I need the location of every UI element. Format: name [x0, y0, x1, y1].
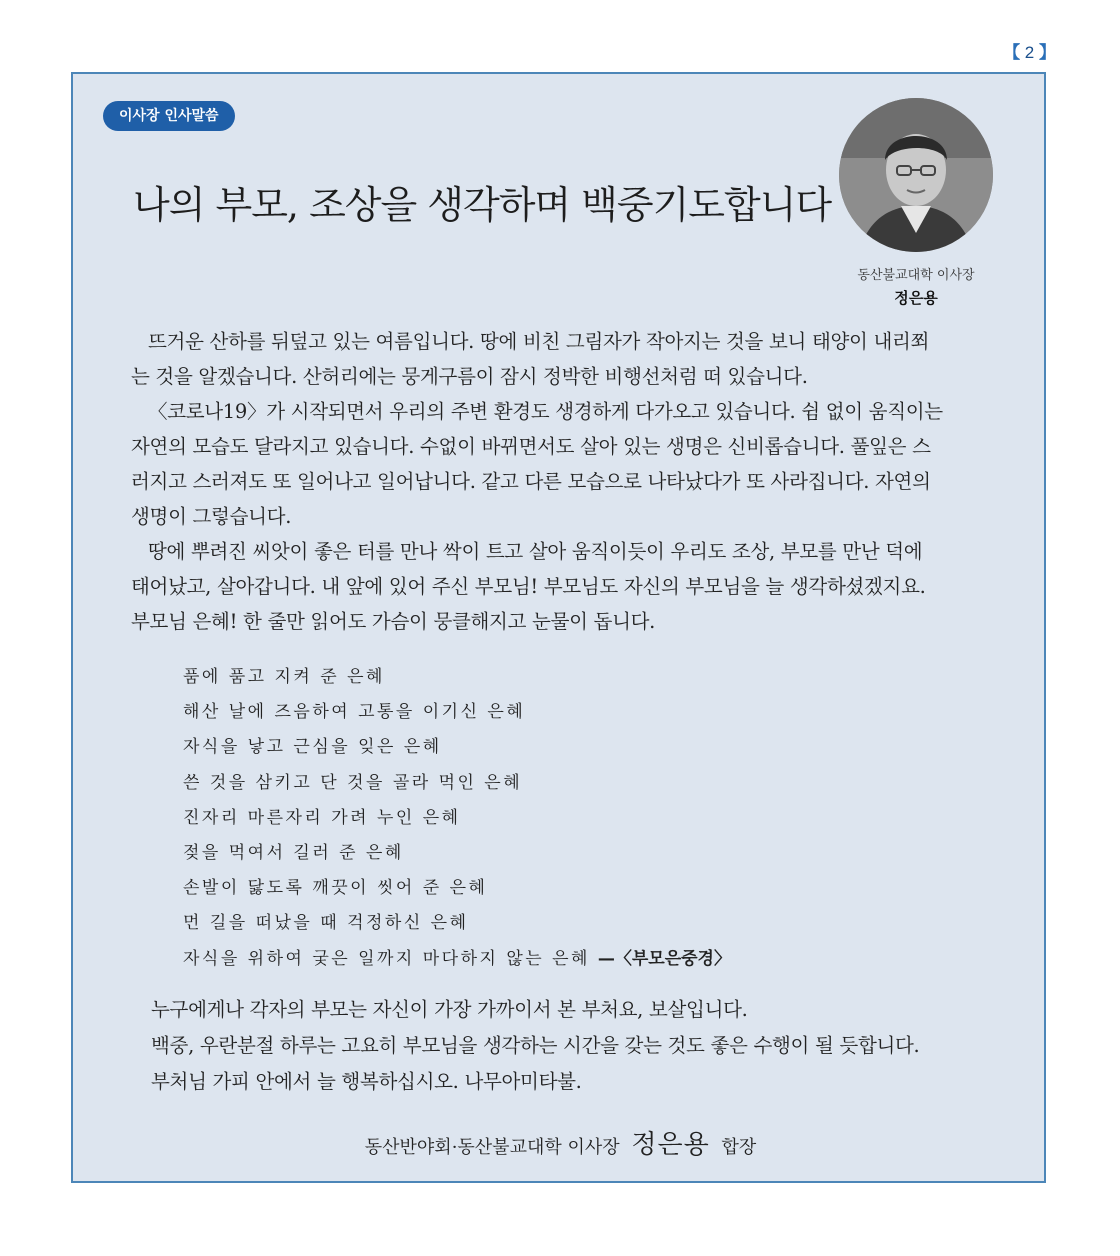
- portrait-illustration: [839, 98, 993, 252]
- body-line: 생명이 그렇습니다.: [131, 505, 292, 528]
- article-frame: [71, 72, 1046, 1183]
- closing-line: 부처님 가피 안에서 늘 행복하십시오. 나무아미타불.: [151, 1070, 582, 1093]
- page-number-value: 2: [1024, 43, 1035, 62]
- section-badge: 이사장 인사말씀: [103, 101, 235, 131]
- poem-line: 품에 품고 지켜 준 은혜: [183, 667, 385, 687]
- poem-line: 젖을 먹여서 길러 준 은혜: [183, 843, 404, 864]
- poem-line: 쓴 것을 삼키고 단 것을 골라 먹인 은혜: [183, 772, 523, 793]
- body-line: 는 것을 알겠습니다. 산허리에는 뭉게구름이 잠시 정박한 비행선처럼 떠 있습니다.: [131, 365, 808, 388]
- page-bracket-open: 【: [1003, 43, 1021, 62]
- author-name: 정은용: [894, 289, 938, 307]
- body-line: 땅에 뿌려진 씨앗이 좋은 터를 만나 싹이 트고 살아 움직이듯이 우리도 조상, 부모를 만난 덕에: [148, 540, 923, 563]
- signature-name: 정은용: [631, 1130, 710, 1160]
- page-bracket-close: 】: [1039, 43, 1056, 62]
- body-line: 〈코로나19〉가 시작되면서 우리의 주변 환경도 생경하게 다가오고 있습니다. 쉼 없이 움직이는: [148, 400, 943, 423]
- body-line: 부모님 은혜! 한 줄만 읽어도 가슴이 뭉클해지고 눈물이 돕니다.: [131, 610, 656, 633]
- poem-line: 자식을 낳고 근심을 잊은 은혜: [183, 737, 442, 758]
- poem-line: 해산 날에 즈음하여 고통을 이기신 은혜: [183, 702, 526, 723]
- author-org: 동산불교대학 이사장: [857, 268, 975, 283]
- article-body: [131, 324, 991, 639]
- poem-line: 진자리 마른자리 가려 누인 은혜: [183, 807, 461, 828]
- signature-prefix: 동산반야회·동산불교대학 이사장: [364, 1137, 620, 1158]
- page-number: [1003, 38, 1056, 63]
- author-caption: [809, 264, 1023, 308]
- closing-line: 누구에게나 각자의 부모는 자신이 가장 가까이서 본 부처요, 보살입니다.: [151, 998, 748, 1021]
- poem-line-last: [183, 942, 731, 977]
- poem-line: 자식을 위하여 궂은 일까지 마다하지 않는 은혜: [183, 948, 590, 969]
- poem-line: 손발이 닳도록 깨끗이 씻어 준 은혜: [183, 878, 488, 899]
- body-line: 자연의 모습도 달라지고 있습니다. 수없이 바뀌면서도 살아 있는 생명은 신비롭습니다. 풀잎은 스: [131, 435, 931, 458]
- author-portrait: [839, 98, 993, 252]
- poem-line: 먼 길을 떠났을 때 걱정하신 은혜: [183, 913, 469, 934]
- poem-source: —〈부모은중경〉: [597, 948, 731, 969]
- poem-block: [183, 660, 731, 977]
- body-line: 뜨거운 산하를 뒤덮고 있는 여름입니다. 땅에 비친 그림자가 작아지는 것을 보니 태양이 내리쬐: [148, 330, 930, 353]
- closing-line: 백중, 우란분절 하루는 고요히 부모님을 생각하는 시간을 갖는 것도 좋은 수행이 될 듯합니다.: [151, 1034, 920, 1057]
- body-line: 러지고 스러져도 또 일어나고 일어납니다. 같고 다른 모습으로 나타났다가 또 사라집니다. 자연의: [131, 470, 931, 493]
- signature-suffix: 합장: [721, 1137, 757, 1158]
- signature: [73, 1124, 1048, 1161]
- body-line: 태어났고, 살아갑니다. 내 앞에 있어 주신 부모님! 부모님도 자신의 부모님을 늘 생각하셨겠지요.: [131, 575, 926, 598]
- article-title: 나의 부모, 조상을 생각하며 백중기도합니다: [133, 183, 832, 227]
- closing-block: [151, 992, 919, 1100]
